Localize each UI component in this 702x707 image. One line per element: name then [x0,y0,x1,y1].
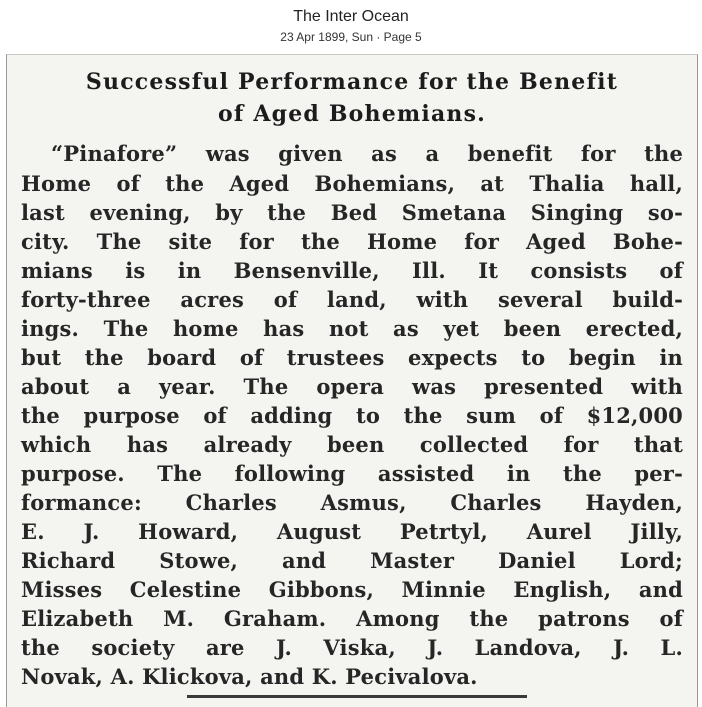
article-line: “Pinafore” was given as a benefit for the [51,141,683,166]
article-line: city. The site for the Home for Aged Bohe- [21,229,683,254]
article-line: which has already been collected for that [21,432,683,457]
article-line: ings. The home has not as yet been erected, [21,316,683,341]
article-line: mians is in Bensenville, Ill. It consists of [21,258,683,283]
publication-title: The Inter Ocean [293,8,409,25]
article-line: about a year. The opera was presented with [21,374,683,399]
article-headline-line-2: of Aged Bohemians. [217,101,487,127]
article-line: but the board of trustees expects to begin in [21,345,683,370]
article-headline-line-1: Successful Performance for the Benefit [85,69,619,95]
article-line: Elizabeth M. Graham. Among the patrons of [21,606,683,631]
article-line: forty-three acres of land, with several build- [21,287,683,312]
article-line: formance: Charles Asmus, Charles Hayden, [21,490,683,515]
article-line: E. J. Howard, August Petrtyl, Aurel Jilly, [21,519,683,544]
article-line: Novak, A. Klickova, and K. Pecivalova. [21,664,478,689]
article-end-rule [187,695,527,698]
article-line: the purpose of adding to the sum of $12,000 [21,403,683,428]
clipping-header [0,0,702,54]
article-line: Misses Celestine Gibbons, Minnie English, and [21,577,683,602]
article-line: Richard Stowe, and Master Daniel Lord; [21,548,683,573]
newspaper-clipping [6,54,698,707]
article [17,55,687,707]
article-line: the society are J. Viska, J. Landova, J. L. [21,635,683,660]
publication-date-page: 23 Apr 1899, Sun · Page 5 [280,30,422,44]
article-line: Home of the Aged Bohemians, at Thalia hall, [21,171,683,196]
article-line: purpose. The following assisted in the per- [21,461,683,486]
article-line: last evening, by the Bed Smetana Singing so- [21,200,683,225]
